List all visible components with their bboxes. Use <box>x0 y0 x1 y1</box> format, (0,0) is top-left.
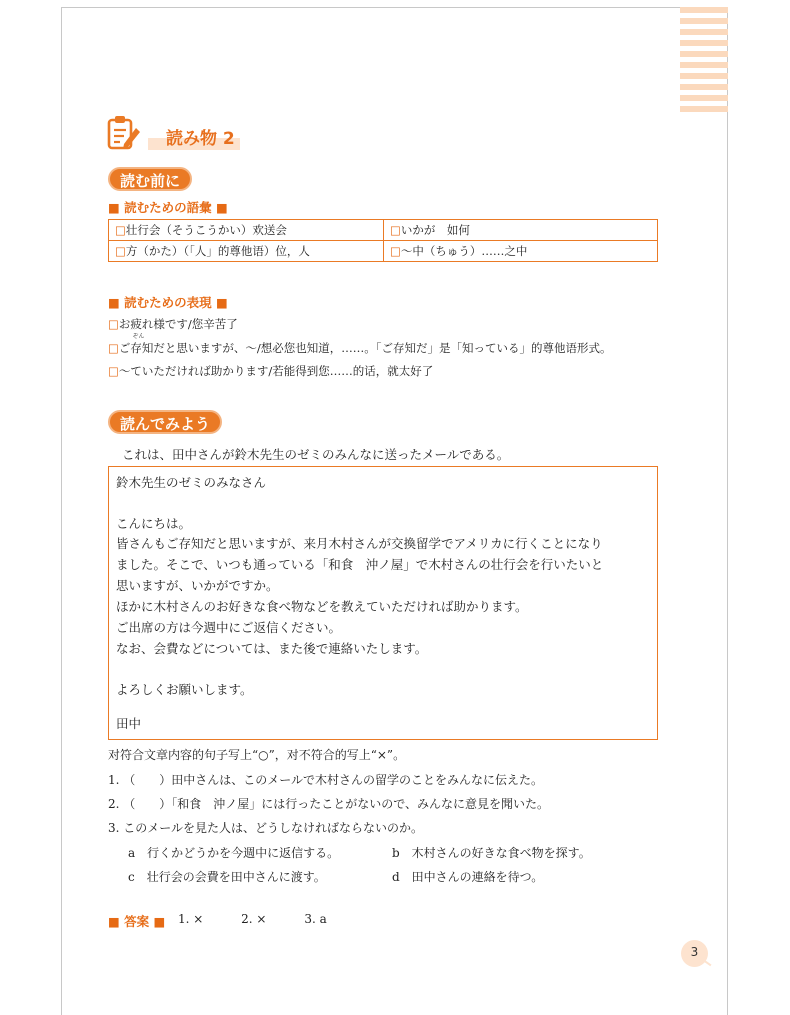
expression-heading: ■ 読むための表現 ■ <box>108 295 228 310</box>
vocab-text: ～中（ちゅう）……之中 <box>400 244 528 258</box>
vocab-text: 壮行会（そうこうかい）欢送会 <box>125 223 287 237</box>
page-number: 3 <box>690 945 699 959</box>
checkbox-icon: □ <box>108 364 119 378</box>
expression-text: ご <box>118 341 131 355</box>
option-d: d 田中さんの連絡を待つ。 <box>392 870 544 884</box>
email-line: 思いますが、いかがですか。 <box>116 578 279 593</box>
expression-item <box>108 363 433 379</box>
expression-item <box>108 316 238 332</box>
checkbox-icon: □ <box>390 223 401 237</box>
answer-item: 2. × <box>241 912 267 926</box>
expression-text: ～ていただければ助かります/若能得到您……的话，就太好了 <box>118 364 434 378</box>
table-row <box>109 220 658 241</box>
option-c: c 壮行会の会費を田中さんに渡す。 <box>128 870 326 884</box>
vocab-cell <box>109 241 384 262</box>
email-line: ほかに木村さんのお好きな食べ物などを教えていただければ助かります。 <box>116 599 528 614</box>
decorative-stripes <box>680 7 728 117</box>
email-line: 皆さんもご存知だと思いますが、来月木村さんが交換留学でアメリカに行くことになり <box>116 536 603 551</box>
checkbox-icon: □ <box>390 244 401 258</box>
vocab-cell <box>384 241 658 262</box>
ruby-reading: ぞん <box>132 333 145 340</box>
email-line: 田中 <box>116 716 142 731</box>
answer-item: 3. a <box>304 912 327 926</box>
expression-item <box>108 333 612 356</box>
question-1: 1. （ ）田中さんは、このメールで木村さんの留学のことをみんなに伝えた。 <box>108 773 544 787</box>
ruby-base: 存 <box>130 341 142 355</box>
option-a: a 行くかどうかを今週中に返信する。 <box>128 846 340 860</box>
answer-label: ■ 答案 ■ <box>108 914 166 929</box>
ruby-word <box>130 333 145 356</box>
vocab-cell <box>384 220 658 241</box>
notepad-pencil-icon <box>106 114 142 154</box>
reading-title: 読み物 2 <box>166 129 235 149</box>
vocab-text: 方（かた）（「人」的尊他语）位，人 <box>125 244 310 258</box>
email-line: ご出席の方は今週中にご返信ください。 <box>116 620 342 635</box>
exercise-instruction: 对符合文章内容的句子写上“○”，对不符合的写上“×”。 <box>108 748 406 762</box>
option-b: b 木村さんの好きな食べ物を探す。 <box>392 846 591 860</box>
answer-item: 1. × <box>178 912 204 926</box>
email-line: ました。そこで、いつも通っている「和食 沖ノ屋」で木村さんの壮行会を行いたいと <box>116 557 604 572</box>
vocab-cell <box>109 220 384 241</box>
vocab-text: いかが 如何 <box>400 223 470 237</box>
table-row <box>109 241 658 262</box>
checkbox-icon: □ <box>108 341 119 355</box>
email-line: 鈴木先生のゼミのみなさん <box>116 475 267 490</box>
checkbox-icon: □ <box>115 223 126 237</box>
email-line: なお、会費などについては、また後で連絡いたします。 <box>116 641 428 656</box>
checkbox-icon: □ <box>108 317 119 331</box>
email-line: こんにちは。 <box>116 516 192 531</box>
section-lets-read-label: 読んでみよう <box>108 410 222 434</box>
email-line: よろしくお願いします。 <box>116 682 253 697</box>
vocab-table <box>108 219 658 262</box>
reading-intro: これは、田中さんが鈴木先生のゼミのみんなに送ったメールである。 <box>122 447 510 462</box>
vocab-heading: ■ 読むための語彙 ■ <box>108 200 228 215</box>
expression-text: 知だと思いますが、～/想必您也知道，……。「ご存知だ」是「知っている」的尊他语形式。 <box>141 341 612 355</box>
checkbox-icon: □ <box>115 244 126 258</box>
section-before-reading-label: 読む前に <box>108 167 192 191</box>
question-2: 2. （ ）「和食 沖ノ屋」には行ったことがないので、みんなに意見を聞いた。 <box>108 797 550 811</box>
expression-text: お疲れ様です/您辛苦了 <box>118 317 238 331</box>
question-3: 3. このメールを見た人は、どうしなければならないのか。 <box>108 821 424 835</box>
answer-list <box>178 912 361 926</box>
